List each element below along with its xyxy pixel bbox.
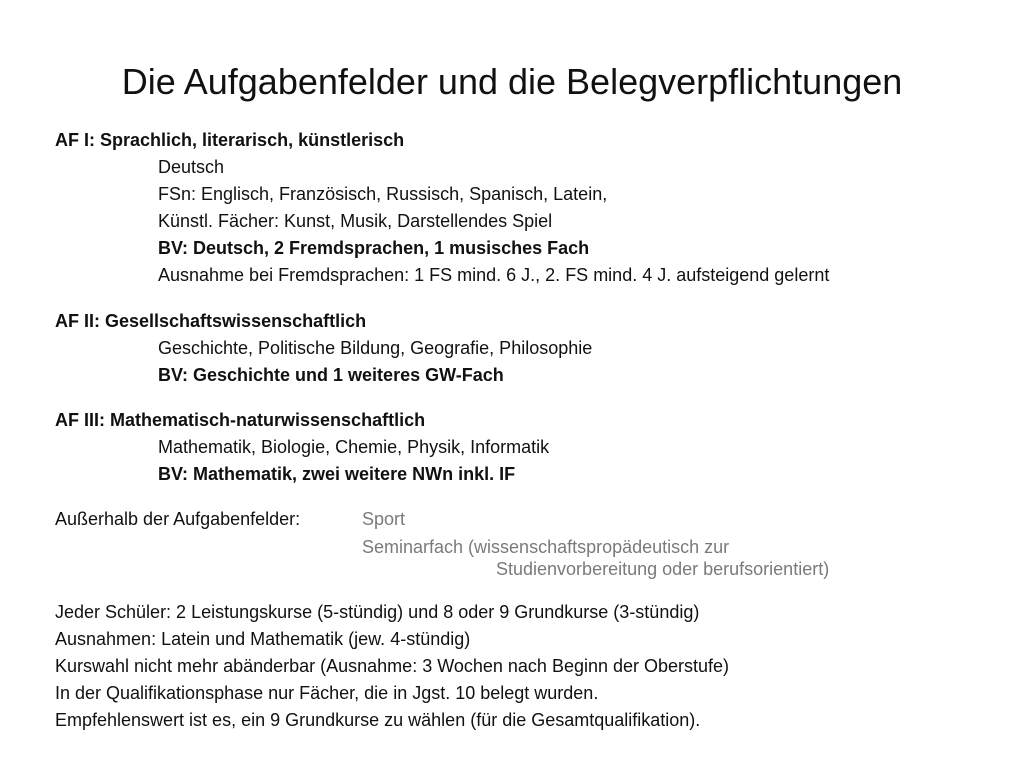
note-line: Kurswahl nicht mehr abänderbar (Ausnahme: 3 Wochen nach Beginn der Oberstufe) xyxy=(55,656,730,676)
outside-sport: Sport xyxy=(362,509,406,529)
outside-seminar-line1: Seminarfach (wissenschaftspropädeutisch zur xyxy=(362,537,730,557)
slide-title: Die Aufgabenfelder und die Belegverpflichtungen xyxy=(121,61,903,102)
af3-heading: AF III: Mathematisch-naturwissenschaftlich xyxy=(55,410,426,430)
af2-obligation: BV: Geschichte und 1 weiteres GW-Fach xyxy=(158,365,504,385)
note-line: In der Qualifikationsphase nur Fächer, die in Jgst. 10 belegt wurden. xyxy=(55,683,599,703)
af3-obligation: BV: Mathematik, zwei weitere NWn inkl. IF xyxy=(158,464,516,484)
af3-line-subjects: Mathematik, Biologie, Chemie, Physik, Informatik xyxy=(158,437,550,457)
note-line: Jeder Schüler: 2 Leistungskurse (5-stündig) und 8 oder 9 Grundkurse (3-stündig) xyxy=(55,602,700,622)
af1-line-arts: Künstl. Fächer: Kunst, Musik, Darstellendes Spiel xyxy=(158,211,553,231)
note-line: Empfehlenswert ist es, ein 9 Grundkurse zu wählen (für die Gesamtqualifikation). xyxy=(55,710,701,730)
note-line: Ausnahmen: Latein und Mathematik (jew. 4-stündig) xyxy=(55,629,471,649)
af2-line-subjects: Geschichte, Politische Bildung, Geografie, Philosophie xyxy=(158,338,593,358)
af1-heading: AF I: Sprachlich, literarisch, künstlerisch xyxy=(55,130,405,150)
af1-obligation: BV: Deutsch, 2 Fremdsprachen, 1 musisches Fach xyxy=(158,238,590,258)
af1-line-languages: FSn: Englisch, Französisch, Russisch, Spanisch, Latein, xyxy=(158,184,608,204)
outside-label: Außerhalb der Aufgabenfelder: xyxy=(55,509,301,529)
af2-heading: AF II: Gesellschaftswissenschaftlich xyxy=(55,311,367,331)
af1-exception-note: Ausnahme bei Fremdsprachen: 1 FS mind. 6 J., 2. FS mind. 4 J. aufsteigend gelernt xyxy=(158,265,830,285)
af1-line-deutsch: Deutsch xyxy=(158,157,225,177)
outside-seminar-line2: Studienvorbereitung oder berufsorientiert) xyxy=(496,559,830,579)
